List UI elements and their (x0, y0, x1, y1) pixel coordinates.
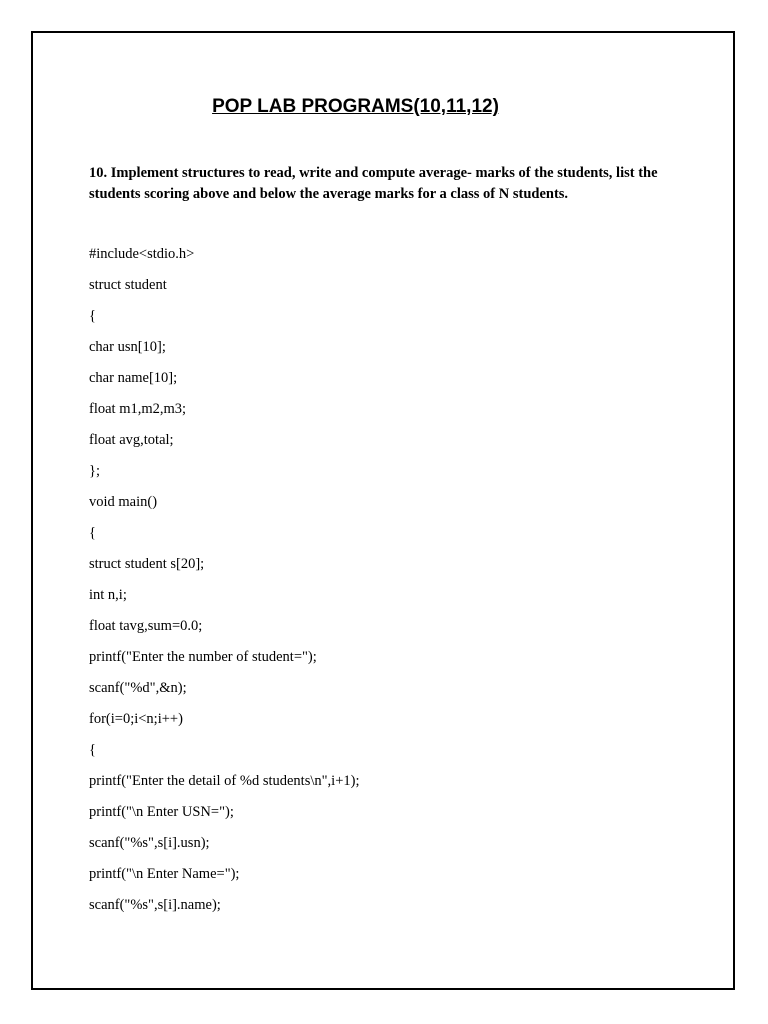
code-listing (89, 244, 359, 926)
code-line: scanf("%s",s[i].usn); (89, 835, 210, 851)
code-line: struct student s[20]; (89, 556, 205, 572)
code-line: printf("\n Enter Name="); (89, 866, 240, 882)
code-line: printf("\n Enter USN="); (89, 804, 234, 820)
code-line: int n,i; (89, 587, 127, 603)
code-line: float tavg,sum=0.0; (89, 618, 203, 634)
document-title: POP LAB PROGRAMS(10,11,12) (212, 96, 499, 117)
code-line: struct student (89, 277, 167, 293)
code-line: { (89, 525, 96, 541)
code-line: for(i=0;i<n;i++) (89, 711, 183, 727)
code-line: printf("Enter the number of student="); (89, 649, 317, 665)
code-line: char usn[10]; (89, 339, 166, 355)
code-line: scanf("%d",&n); (89, 680, 187, 696)
code-line: printf("Enter the detail of %d students\n",i+1); (89, 773, 360, 789)
code-line: #include<stdio.h> (89, 246, 195, 262)
code-line: char name[10]; (89, 370, 178, 386)
code-line: scanf("%s",s[i].name); (89, 897, 221, 913)
code-line: }; (89, 463, 100, 479)
code-line: { (89, 742, 96, 758)
question-text: 10. Implement structures to read, write and compute average- marks of the students, list the students scoring above and below the average marks for a class of N students. (89, 165, 658, 202)
code-line: float m1,m2,m3; (89, 401, 187, 417)
code-line: { (89, 308, 96, 324)
code-line: void main() (89, 494, 158, 510)
code-line: float avg,total; (89, 432, 174, 448)
